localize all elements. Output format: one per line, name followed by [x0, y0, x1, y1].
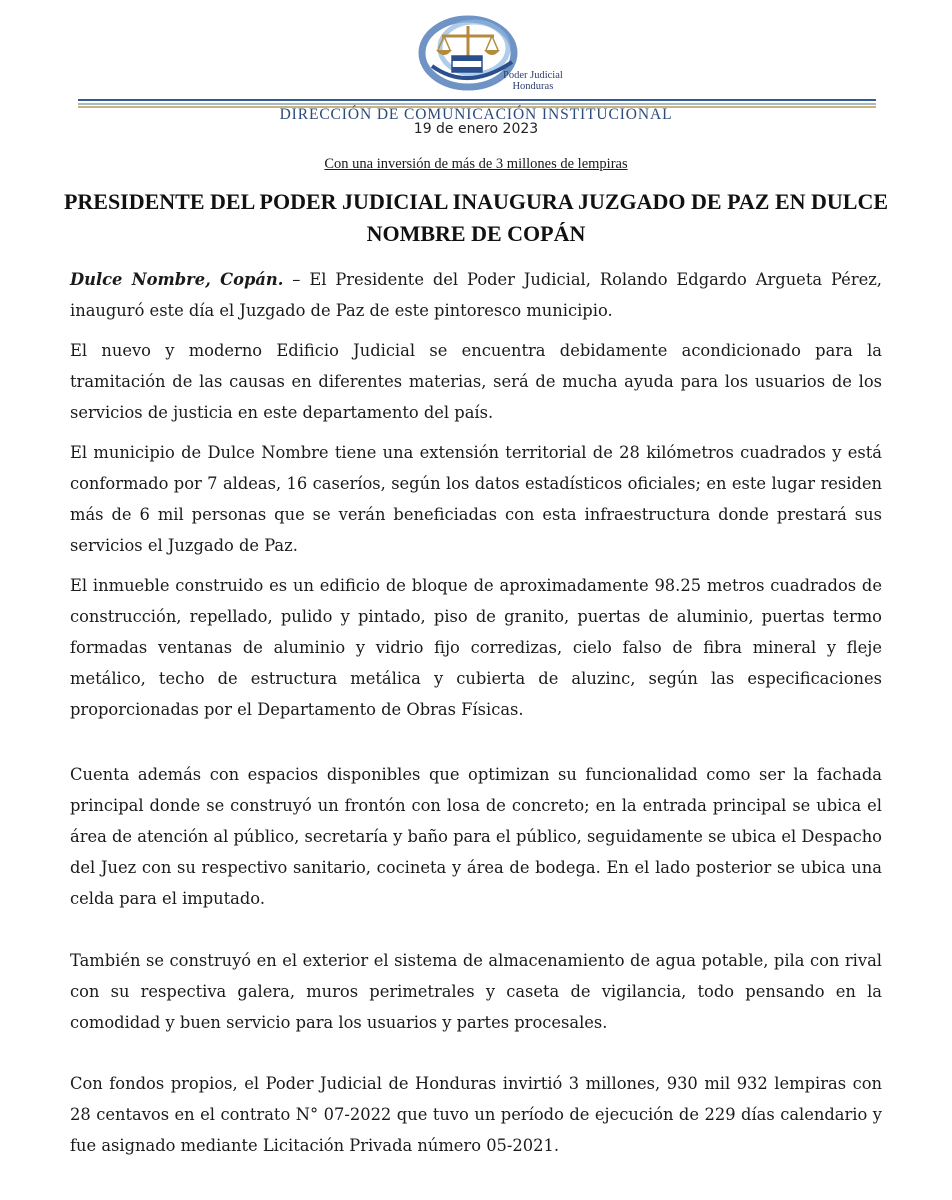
header-rule-blue [78, 99, 876, 101]
paragraph-1-text: – El Presidente del Poder Judicial, Rolando Edgardo Argueta Pérez, inauguró este día el Juzgado de Paz de este pintoresco municipio. [70, 270, 882, 320]
department-name: DIRECCIÓN DE COMUNICACIÓN INSTITUCIONAL [279, 106, 673, 123]
paragraph-3: El municipio de Dulce Nombre tiene una extensión territorial de 28 kilómetros cuadrados y está conformado por 7 aldeas, 16 caseríos, según los datos estadísticos oficiales; en este lugar residen más de 6 mil personas que se verán beneficiadas con esta infraestructura donde prestará sus servicios el Juzgado de Paz. [70, 443, 882, 555]
paragraph-5: Cuenta además con espacios disponibles que optimizan su funcionalidad como ser la fachada principal donde se construyó un frontón con losa de concreto; en la entrada principal se ubica el área de atención al público, secretaría y baño para el público, seguidamente se ubica el Despacho del Juez con su respectivo sanitario, cocineta y área de bodega. En el lado posterior se ubica una celda para el imputado. [70, 765, 882, 908]
header-rule-grey [78, 103, 876, 105]
logo-line-2: Honduras [512, 81, 554, 92]
paragraph-2: El nuevo y moderno Edificio Judicial se encuentra debidamente acondicionado para la tramitación de las causas en diferentes materias, será de mucha ayuda para los usuarios de los servicios de justicia en este departamento del país. [70, 341, 882, 422]
paragraph-4: El inmueble construido es un edificio de bloque de aproximadamente 98.25 metros cuadrados de construcción, repellado, pulido y pintado, piso de granito, puertas de aluminio, puertas termo formadas ventanas de aluminio y vidrio fijo corredizas, cielo falso de fibra mineral y fleje metálico, techo de estructura metálica y cubierta de aluzinc, según las especificaciones proporcionadas por el Departamento de Obras Físicas. [70, 576, 882, 719]
paragraph-6: También se construyó en el exterior el sistema de almacenamiento de agua potable, pila con rival con su respectiva galera, muros perimetrales y caseta de vigilancia, todo pensando en la comodidad y buen servicio para los usuarios y partes procesales. [70, 951, 882, 1032]
headline: PRESIDENTE DEL PODER JUDICIAL INAUGURA JUZGADO DE PAZ EN DULCE NOMBRE DE COPÁN [63, 189, 889, 246]
release-date: 19 de enero 2023 [413, 121, 539, 137]
logo-caption [503, 70, 563, 92]
dateline: Dulce Nombre, Copán. [70, 270, 284, 289]
paragraph-7: Con fondos propios, el Poder Judicial de Honduras invirtió 3 millones, 930 mil 932 lempiras con 28 centavos en el contrato N° 07-2022 que tuvo un período de ejecución de 229 días calendario y fue asignado mediante Licitación Privada número 05-2021. [70, 1074, 882, 1155]
subheading: Con una inversión de más de 3 millones de lempiras [324, 156, 628, 172]
logo-line-1: Poder Judicial [503, 70, 563, 81]
paragraph-1 [70, 264, 882, 326]
